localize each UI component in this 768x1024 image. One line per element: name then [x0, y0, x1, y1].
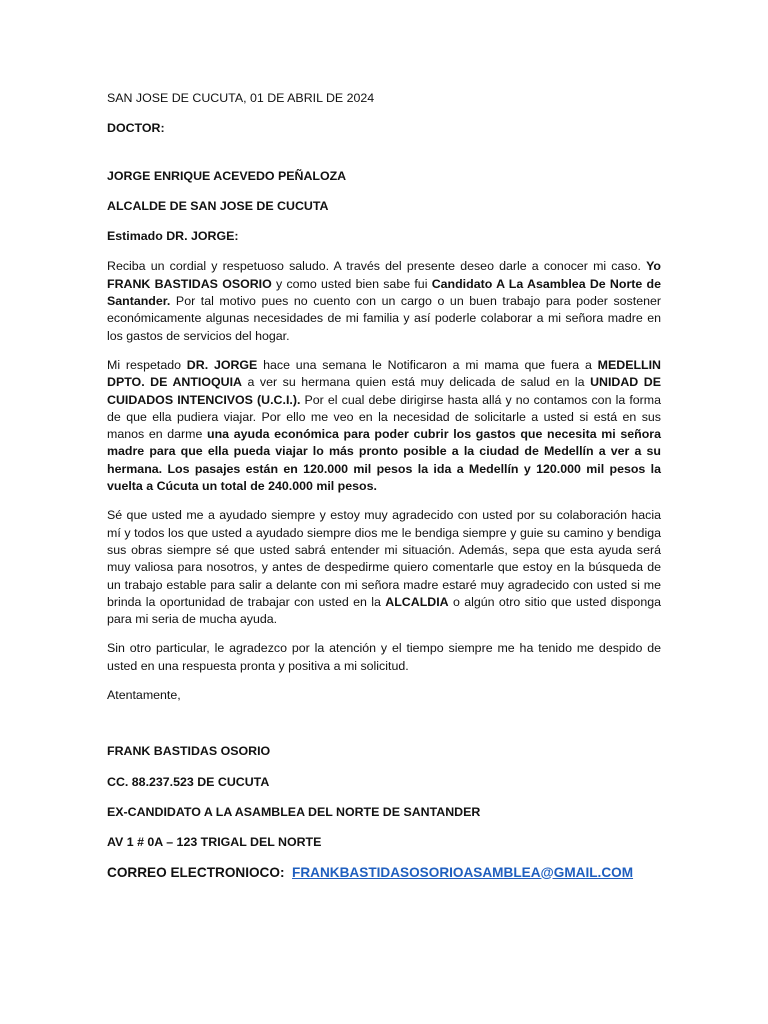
- text-run: Sé que usted me a ayudado siempre y estoy muy agradecido con usted por su colaboración hacia mí y todos los que usted a ayudado siempre dios me le bendiga siempre y guie su camino y bendiga sus obras siempre sé que usted sabrá entender mi situación. Además, sepa que esta ayuda será muy valiosa para nosotros, y antes de despedirme quiero comentarle que estoy en la búsqueda de un trabajo estable para salir a delante con mi señora madre estaré muy agradecido con usted si me brinda la oportunidad de trabajar con usted en la: [107, 508, 661, 609]
- bold-text-run: Yo FRANK BASTIDAS OSORIO: [107, 259, 661, 291]
- bold-text-run: DR. JORGE: [186, 357, 258, 372]
- signature-email-line: [107, 864, 661, 881]
- text-run: a ver su hermana quien está muy delicada de salud en la: [241, 375, 591, 390]
- text-run: Por tal motivo pues no cuento con un cargo o un buen trabajo para poder sostener económicamente algunas necesidades de mi familia y así poderle colaborar a mi señora madre en los gastos de servicios del hogar.: [107, 294, 661, 343]
- paragraph-4: Sin otro particular, le agradezco por la atención y el tiempo siempre me ha tenido me despido de usted en una respuesta pronta y positiva a mi solicitud.: [107, 641, 661, 673]
- paragraph-1: [107, 258, 661, 344]
- recipient-position: ALCALDE DE SAN JOSE DE CUCUTA: [107, 198, 329, 213]
- text-run: o algún otro sitio que usted disponga para mi seria de mucha ayuda.: [107, 594, 661, 627]
- text-run: Reciba un cordial y respetuoso saludo. A través del presente deseo darle a conocer mi caso.: [107, 259, 647, 274]
- email-link[interactable]: FRANKBASTIDASOSORIOASAMBLEA@GMAIL.COM: [292, 864, 634, 880]
- text-run: y como usted bien sabe fui: [271, 276, 432, 291]
- text-run: hace una semana le Notificaron a mi mama que fuera a: [257, 357, 598, 372]
- signature-name: FRANK BASTIDAS OSORIO: [107, 744, 271, 759]
- bold-text-run: ALCALDIA: [385, 594, 449, 609]
- paragraph-3: [107, 507, 661, 628]
- bold-text-run: UNIDAD DE CUIDADOS INTENCIVOS (U.C.I.).: [107, 375, 661, 407]
- date-line: SAN JOSE DE CUCUTA, 01 DE ABRIL DE 2024: [107, 91, 375, 105]
- signature-address: AV 1 # 0A – 123 TRIGAL DEL NORTE: [107, 835, 322, 850]
- closing: Atentamente,: [107, 688, 181, 703]
- text-run: Por el cual debe dirigirse hasta allá y no contamos con la forma de que ella pudiera viajar. Por ello me veo en la necesidad de solicitarle a usted si está en sus manos en darme: [107, 392, 662, 442]
- greeting: Estimado DR. JORGE:: [107, 229, 239, 244]
- bold-text-run: una ayuda económica para poder cubrir los gastos que necesita mi señora madre para que ella pueda viajar lo más pronto posible a la ciudad de Medellín a ver a su hermana. Los pasajes están en 120.000 mil pesos la ida a Medellín y 120.000 mil pesos la vuelta a Cúcuta un total de 240.000 mil pesos.: [107, 427, 662, 494]
- paragraph-2: [107, 357, 661, 495]
- salutation-title: DOCTOR:: [107, 121, 165, 136]
- bold-text-run: MEDELLIN DPTO. DE ANTIOQUIA: [107, 357, 661, 390]
- bold-text-run: Candidato A La Asamblea De Norte de Santander.: [107, 276, 661, 309]
- email-label: CORREO ELECTRONIOCO:: [107, 864, 285, 880]
- signature-title: EX-CANDIDATO A LA ASAMBLEA DEL NORTE DE SANTANDER: [107, 804, 481, 819]
- signature-id: CC. 88.237.523 DE CUCUTA: [107, 774, 270, 789]
- text-run: Mi respetado: [107, 357, 187, 372]
- letter-page: [107, 90, 661, 881]
- recipient-name: JORGE ENRIQUE ACEVEDO PEÑALOZA: [107, 168, 347, 183]
